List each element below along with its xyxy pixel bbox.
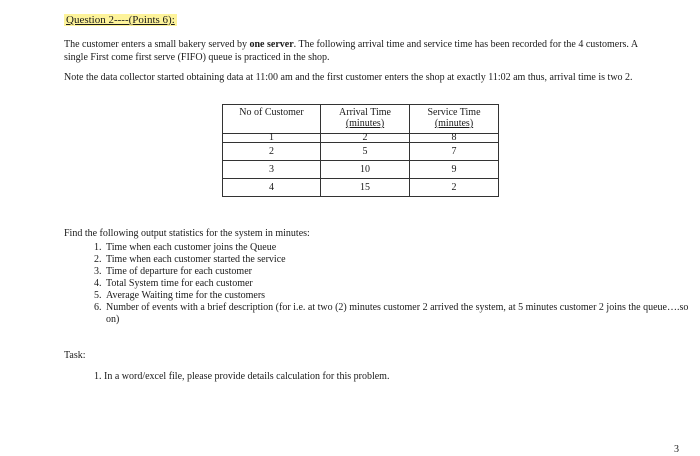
header-arrival <box>321 105 410 134</box>
table-header-row <box>223 105 499 134</box>
header-arrival-title: Arrival Time <box>339 107 391 118</box>
cell-customer: 1 <box>223 134 321 143</box>
note-paragraph: Note the data collector started obtaining data at 11:00 am and the first customer enters the shop at exactly 11:02 am thus, arrival time is two 2. <box>64 72 633 83</box>
page-number: 3 <box>674 444 679 455</box>
task-title: Task: <box>64 350 86 361</box>
outputs-title: Find the following output statistics for the system in minutes: <box>64 228 310 239</box>
cell-customer: 3 <box>223 161 321 179</box>
table-row <box>223 161 499 179</box>
cell-arrival: 5 <box>321 143 410 161</box>
intro-text-1: The customer enters a small bakery served by <box>64 39 250 50</box>
header-service <box>410 105 499 134</box>
list-item: 4. Total System time for each customer <box>104 278 694 290</box>
cell-service: 2 <box>410 179 499 197</box>
header-service-title: Service Time <box>427 107 481 118</box>
cell-arrival: 15 <box>321 179 410 197</box>
list-item: 3. Time of departure for each customer <box>104 266 694 278</box>
cell-service: 9 <box>410 161 499 179</box>
intro-paragraph <box>64 38 654 64</box>
intro-bold-text: one server <box>249 39 294 50</box>
cell-customer: 2 <box>223 143 321 161</box>
list-item: 1. Time when each customer joins the Queue <box>104 242 694 254</box>
cell-arrival: 10 <box>321 161 410 179</box>
list-item: 2. Time when each customer started the service <box>104 254 694 266</box>
header-service-unit: (minutes) <box>434 118 474 129</box>
cell-arrival: 2 <box>321 134 410 143</box>
question-heading: Question 2----(Points 6): <box>66 14 175 26</box>
customer-data-table <box>222 104 499 197</box>
list-item: 5. Average Waiting time for the customers <box>104 290 694 302</box>
cell-service: 8 <box>410 134 499 143</box>
cell-service: 7 <box>410 143 499 161</box>
intro-text-2: . The following arrival time and service time has been recorded for the 4 customers. A single First come first serve (FIFO) queue is practiced in the shop. <box>64 39 638 63</box>
outputs-list <box>64 242 694 326</box>
table-row <box>223 134 499 143</box>
table-row <box>223 179 499 197</box>
list-item: 1. In a word/excel file, please provide details calculation for this problem. <box>104 371 389 383</box>
header-arrival-unit: (minutes) <box>345 118 385 129</box>
task-list <box>64 371 389 383</box>
cell-customer: 4 <box>223 179 321 197</box>
table-row <box>223 143 499 161</box>
header-customer: No of Customer <box>223 105 321 134</box>
list-item: 6. Number of events with a brief description (for i.e. at two (2) minutes customer 2 arrived the system, at 5 minutes customer 2 joins the queue….so on) <box>104 302 694 326</box>
